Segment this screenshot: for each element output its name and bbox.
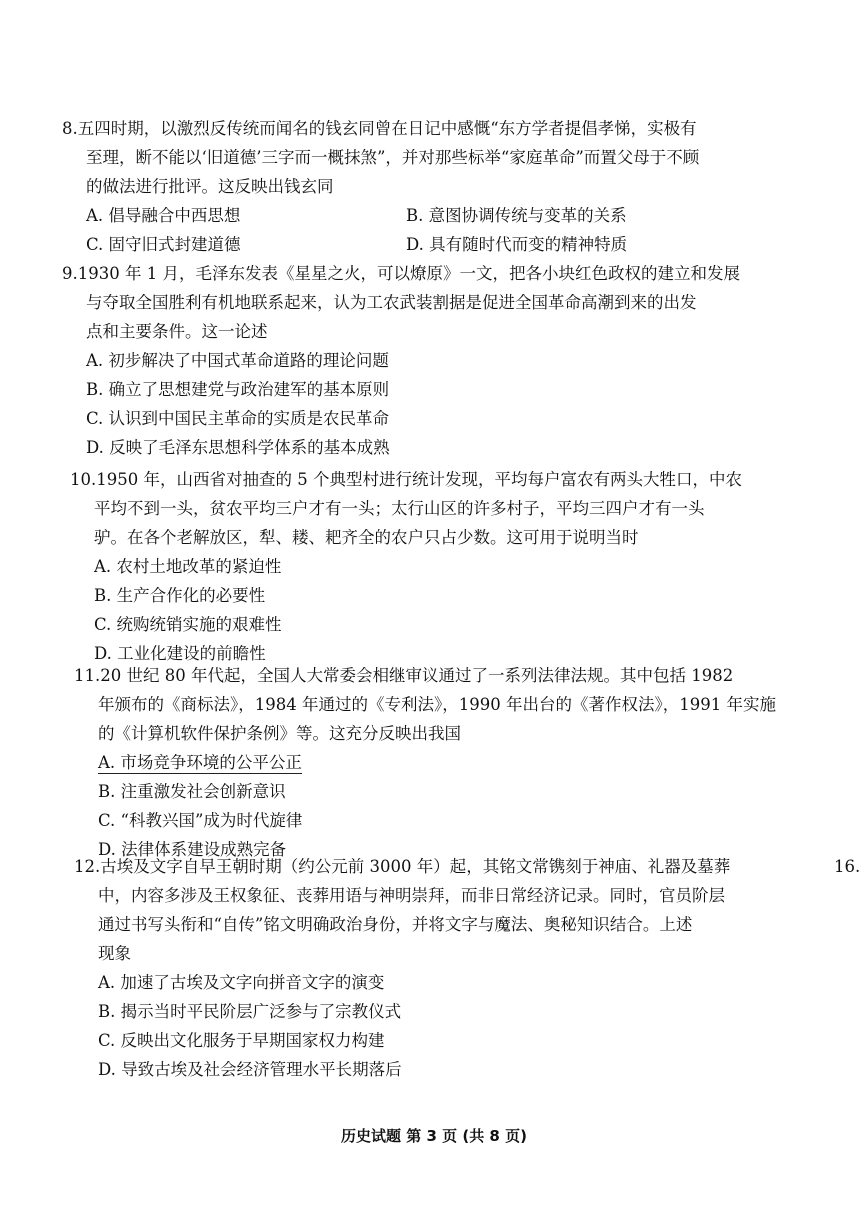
option-b: B. 注重激发社会创新意识	[98, 782, 286, 801]
question-stem-text: 与夺取全国胜利有机地联系起来，认为工农武装割据是促进全国革命高潮到来的出发	[86, 293, 697, 312]
option-d: D. 工业化建设的前瞻性	[94, 644, 266, 663]
options-list	[70, 552, 790, 668]
options-list	[62, 346, 782, 462]
question-number: 8.	[62, 119, 78, 138]
option-b: B. 揭示当时平民阶层广泛参与了宗教仪式	[98, 1002, 402, 1021]
option-b: B. 生产合作化的必要性	[94, 586, 266, 605]
question-stem-text: 驴。在各个老解放区，犁、耧、耙齐全的农户只占少数。这可用于说明当时	[94, 528, 639, 547]
question-stem-text: 的做法进行批评。这反映出钱玄同	[86, 177, 334, 196]
question-stem-text: 中，内容多涉及王权象征、丧葬用语与神明崇拜，而非日常经济记录。同时，官员阶层	[98, 886, 725, 905]
question-9	[62, 259, 782, 462]
option-c: C. 反映出文化服务于早期国家权力构建	[98, 1031, 385, 1050]
option-a: A. 加速了古埃及文字向拼音文字的演变	[98, 973, 385, 992]
option-a: A. 初步解决了中国式革命道路的理论问题	[86, 351, 389, 370]
question-number: 9.	[62, 264, 78, 283]
question-10-line-1	[70, 465, 790, 494]
option-d: D. 反映了毛泽东思想科学体系的基本成熟	[86, 438, 390, 457]
option-b: B. 意图协调传统与变革的关系	[406, 206, 627, 225]
question-12-line-1	[74, 852, 794, 881]
option-c: C. 统购统销实施的艰难性	[94, 615, 282, 634]
question-stem-text: 1950 年，山西省对抽查的 5 个典型村进行统计发现，平均每户富农有两头大牲口，中农	[96, 470, 742, 489]
question-number: 11.	[74, 666, 101, 685]
question-8	[62, 114, 782, 259]
option-a	[98, 748, 794, 777]
question-8-line-1	[62, 114, 782, 143]
option-a: A. 农村土地改革的紧迫性	[94, 557, 282, 576]
question-stem-text: 平均不到一头，贫农平均三户才有一头；太行山区的许多村子，平均三四户才有一头	[94, 499, 705, 518]
question-stem-text: 通过书写头衔和“自传”铭文明确政治身份，并将文字与魔法、奥秘知识结合。上述	[98, 915, 693, 934]
options-grid	[62, 201, 782, 259]
question-stem-text: 20 世纪 80 年代起，全国人大常委会相继审议通过了一系列法律法规。其中包括 1982	[100, 666, 734, 685]
option-a: A. 倡导融合中西思想	[86, 206, 241, 225]
question-stem-text: 现象	[98, 944, 131, 963]
question-stem-text: 年颁布的《商标法》，1984 年通过的《专利法》，1990 年出台的《著作权法》，1991 年实施	[98, 695, 776, 714]
question-number: 10.	[70, 470, 97, 489]
question-number: 12.	[74, 857, 101, 876]
question-stem-text: 古埃及文字自早王朝时期（约公元前 3000 年）起，其铭文常镌刻于神庙、礼器及墓葬	[100, 857, 731, 876]
question-9-line-1	[62, 259, 782, 288]
question-stem-text: 的《计算机软件保护条例》等。这充分反映出我国	[98, 724, 461, 743]
option-b: B. 确立了思想建党与政治建军的基本原则	[86, 380, 390, 399]
question-10	[70, 465, 790, 668]
question-11	[74, 661, 794, 864]
question-stem-text: 五四时期，以激烈反传统而闻名的钱玄同曾在日记中感慨“东方学者提倡孝悌，实极有	[77, 119, 697, 138]
question-stem-text: 点和主要条件。这一论述	[86, 322, 268, 341]
option-c: C. 认识到中国民主革命的实质是农民革命	[86, 409, 390, 428]
options-list	[74, 968, 794, 1084]
option-d: D. 法律体系建设成熟完备	[98, 840, 287, 859]
options-list	[74, 748, 794, 864]
question-stem-text: 至理，断不能以‘旧道德’三字而一概抹煞”，并对那些标举“家庭革命”而置父母于不顾	[86, 148, 700, 167]
question-11-line-1	[74, 661, 794, 690]
option-d: D. 导致古埃及社会经济管理水平长期落后	[98, 1060, 402, 1079]
underlined-option-text: A. 市场竞争环境的公平公正	[98, 753, 302, 772]
next-column-question-number: 16.	[834, 857, 861, 876]
option-c: C. “科教兴国”成为时代旋律	[98, 811, 303, 830]
option-d: D. 具有随时代而变的精神特质	[406, 235, 628, 254]
page-footer: 历史试题 第 3 页 (共 8 页)	[341, 1127, 527, 1145]
question-12	[74, 852, 794, 1084]
question-stem-text: 1930 年 1 月，毛泽东发表《星星之火，可以燎原》一文，把各小块红色政权的建立和发展	[77, 264, 740, 283]
option-c: C. 固守旧式封建道德	[86, 235, 241, 254]
